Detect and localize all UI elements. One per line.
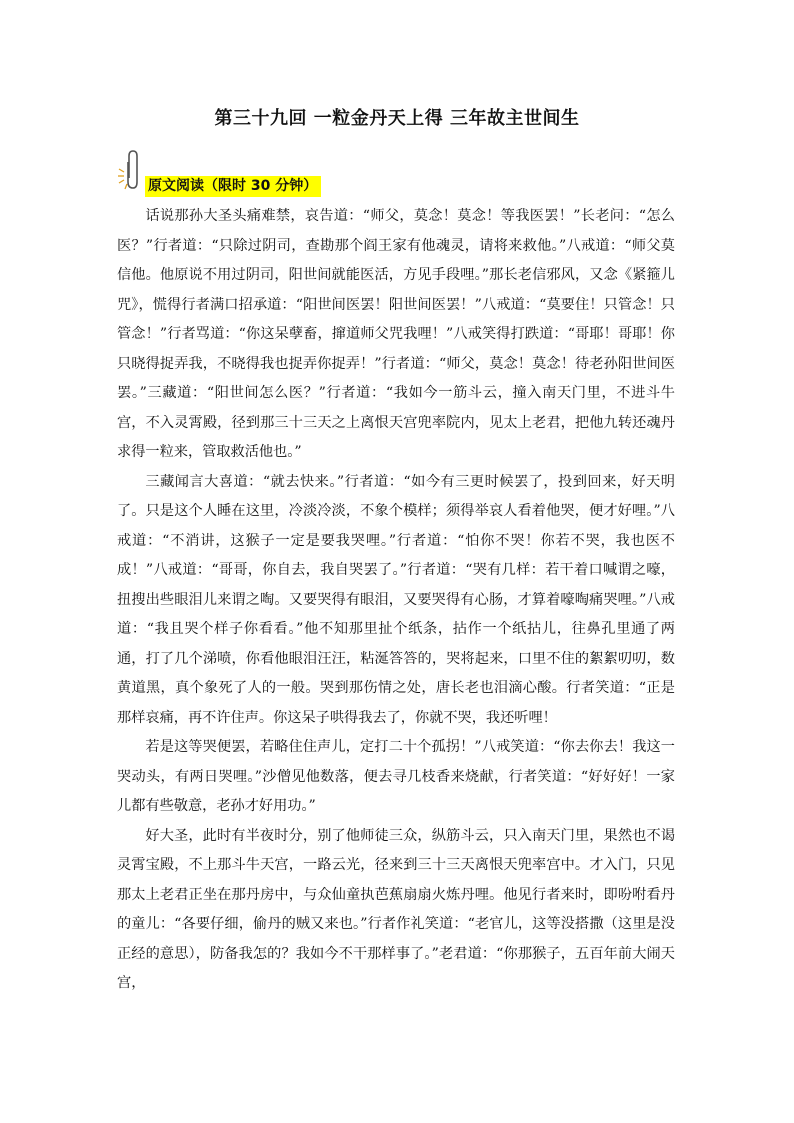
section-label: 原文阅读（限时 30 分钟）: [145, 176, 321, 197]
paragraph: 话说那孙大圣头痛难禁，哀告道：“师父，莫念！莫念！等我医罢！”长老问：“怎么医？”行者道：“只除过阴司，查勘那个阎王家有他魂灵，请将来救他。”八戒道：“师父莫信他。他原说不用过阴司，阳世间就能医活，方见手段哩。”那长老信邪风，又念《紧箍儿咒》，慌得行者满口招承道：“阳世间医罢！阳世间医罢！”八戒道：“莫要住！只管念！只管念！”行者骂道：“你这呆孽畜，撺道师父咒我哩！”八戒笑得打跌道：“哥耶！哥耶！你只晓得捉弄我，不晓得我也捉弄你捉弄！”行者道：“师父，莫念！莫念！待老孙阳世间医罢。”三藏道：“阳世间怎么医？”行者道：“我如今一筋斗云，撞入南天门里，不进斗牛宫，不入灵霄殿，径到那三十三天之上离恨天宫兜率院内，见太上老君，把他九转还魂丹求得一粒来，管取救活他也。”: [117, 208, 675, 460]
paragraph: 若是这等哭便罢，若略住住声儿，定打二十个孤拐！”八戒笑道：“你去你去！我这一哭动头，有两日哭哩。”沙僧见他数落，便去寻几枝香来烧献，行者笑道：“好好好！一家儿都有些敬意，老孙才好用功。”: [117, 739, 675, 814]
article-body: [117, 202, 675, 999]
paragraph: 好大圣，此时有半夜时分，别了他师徒三众，纵筋斗云，只入南天门里，果然也不谒灵霄宝殿，不上那斗牛天宫，一路云光，径来到三十三天离恨天兜率宫中。才入门，只见那太上老君正坐在那丹房中，与众仙童执芭蕉扇扇火炼丹哩。他见行者来时，即吩咐看丹的童儿：“各要仔细，偷丹的贼又来也。”行者作礼笑道：“老官儿，这等没搭撒（这里是没正经的意思），防备我怎的？我如今不干那样事了。”老君道：“你那猴子，五百年前大闹天宫，: [117, 827, 675, 991]
paragraph: 三藏闻言大喜道：“就去快来。”行者道：“如今有三更时候罢了，投到回来，好天明了。只是这个人睡在这里，冷淡冷淡，不象个模样；须得举哀人看着他哭，便才好哩。”八戒道：“不消讲，这猴子一定是要我哭哩。”行者道：“怕你不哭！你若不哭，我也医不成！”八戒道：“哥哥，你自去，我自哭罢了。”行者道：“哭有几样：若干着口喊谓之嚎，扭搜出些眼泪儿来谓之啕。又要哭得有眼泪，又要哭得有心肠，才算着嚎啕痛哭哩。”八戒道：“我且哭个样子你看看。”他不知那里扯个纸条，拈作一个纸拈儿，往鼻孔里通了两通，打了几个涕喷，你看他眼泪汪汪，粘涎答答的，哭将起来，口里不住的絮絮叨叨，数黄道黑，真个象死了人的一般。哭到那伤情之处，唐长老也泪滴心酸。行者笑道：“正是那样哀痛，再不许住声。你这呆子哄得我去了，你就不哭，我还听哩！: [117, 473, 675, 726]
chapter-title: 第三十九回 一粒金丹天上得 三年故主世间生: [214, 108, 580, 129]
